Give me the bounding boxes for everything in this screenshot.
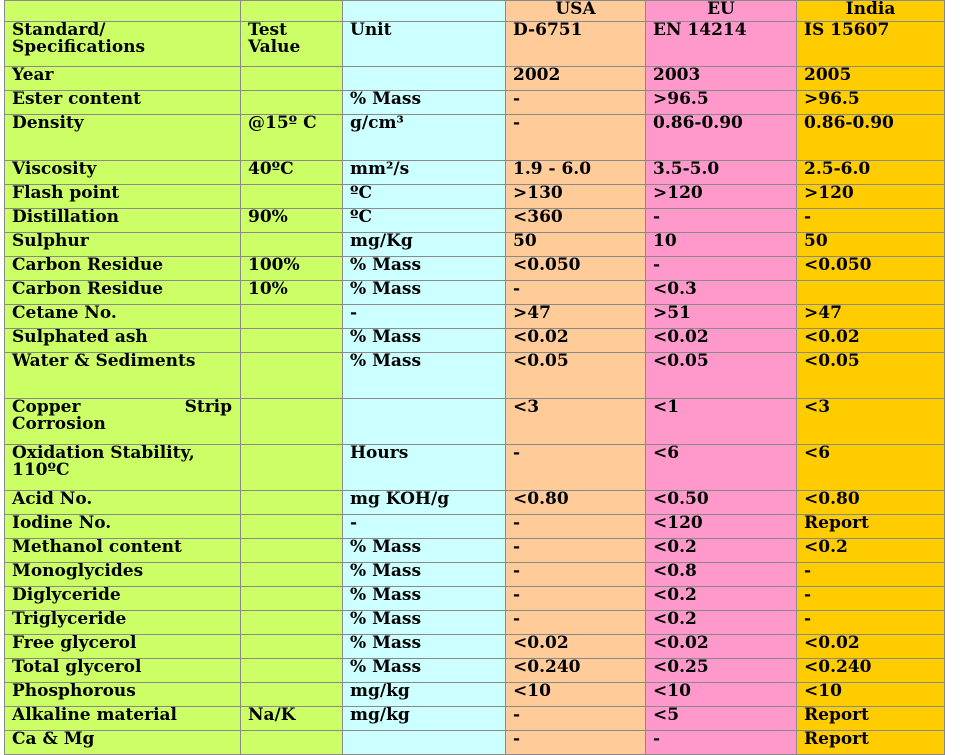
row-eu: 3.5-5.0 xyxy=(646,161,797,185)
row-unit: - xyxy=(343,515,506,539)
region-india: India xyxy=(797,1,945,22)
row-india: 0.86-0.90 xyxy=(797,115,945,161)
row-eu: <0.02 xyxy=(646,329,797,353)
row-eu: <0.25 xyxy=(646,659,797,683)
row-unit xyxy=(343,399,506,445)
header-spec: Standard/ Specifications xyxy=(5,22,241,67)
row-unit: % Mass xyxy=(343,281,506,305)
table-row xyxy=(5,329,945,353)
row-spec: Viscosity xyxy=(5,161,241,185)
row-usa: <0.02 xyxy=(506,329,646,353)
biodiesel-spec-table xyxy=(4,0,945,755)
row-spec: Oxidation Stability, 110ºC xyxy=(5,445,241,491)
row-india: 50 xyxy=(797,233,945,257)
row-test-value xyxy=(241,329,343,353)
row-usa: - xyxy=(506,281,646,305)
row-unit: mm²/s xyxy=(343,161,506,185)
header-std-india: IS 15607 xyxy=(797,22,945,67)
row-usa: - xyxy=(506,91,646,115)
row-india: Report xyxy=(797,707,945,731)
row-unit: % Mass xyxy=(343,659,506,683)
row-spec: Free glycerol xyxy=(5,635,241,659)
table-row xyxy=(5,91,945,115)
row-test-value xyxy=(241,611,343,635)
row-eu: >96.5 xyxy=(646,91,797,115)
row-test-value xyxy=(241,587,343,611)
row-usa: >47 xyxy=(506,305,646,329)
row-eu: - xyxy=(646,257,797,281)
row-eu: 10 xyxy=(646,233,797,257)
table-row xyxy=(5,67,945,91)
row-india: >120 xyxy=(797,185,945,209)
row-eu: <0.8 xyxy=(646,563,797,587)
row-india xyxy=(797,281,945,305)
row-eu: <120 xyxy=(646,515,797,539)
row-unit xyxy=(343,67,506,91)
row-usa: <360 xyxy=(506,209,646,233)
row-spec: Flash point xyxy=(5,185,241,209)
row-india: Report xyxy=(797,731,945,755)
row-india: Report xyxy=(797,515,945,539)
row-unit: % Mass xyxy=(343,329,506,353)
row-spec: Acid No. xyxy=(5,491,241,515)
row-eu: <0.2 xyxy=(646,587,797,611)
row-eu: <5 xyxy=(646,707,797,731)
row-usa: - xyxy=(506,515,646,539)
row-usa: <0.050 xyxy=(506,257,646,281)
row-india: <3 xyxy=(797,399,945,445)
row-eu: <1 xyxy=(646,399,797,445)
row-eu: <10 xyxy=(646,683,797,707)
row-unit: mg KOH/g xyxy=(343,491,506,515)
row-test-value xyxy=(241,445,343,491)
row-india: <6 xyxy=(797,445,945,491)
row-spec: Diglyceride xyxy=(5,587,241,611)
row-usa: - xyxy=(506,563,646,587)
row-usa: - xyxy=(506,707,646,731)
table-row xyxy=(5,233,945,257)
row-spec: Carbon Residue xyxy=(5,257,241,281)
row-spec: Year xyxy=(5,67,241,91)
row-eu: <0.2 xyxy=(646,539,797,563)
row-unit: % Mass xyxy=(343,563,506,587)
header-test-value: Test Value xyxy=(241,22,343,67)
row-test-value xyxy=(241,563,343,587)
table-row xyxy=(5,731,945,755)
row-unit: % Mass xyxy=(343,91,506,115)
row-usa: 1.9 - 6.0 xyxy=(506,161,646,185)
table-row xyxy=(5,305,945,329)
row-test-value: Na/K xyxy=(241,707,343,731)
row-usa: <3 xyxy=(506,399,646,445)
row-test-value xyxy=(241,731,343,755)
row-test-value: 100% xyxy=(241,257,343,281)
row-usa: - xyxy=(506,731,646,755)
row-test-value xyxy=(241,233,343,257)
row-usa: <0.80 xyxy=(506,491,646,515)
table-row xyxy=(5,353,945,399)
row-india: <0.240 xyxy=(797,659,945,683)
row-spec: Phosphorous xyxy=(5,683,241,707)
row-unit: % Mass xyxy=(343,257,506,281)
row-test-value xyxy=(241,539,343,563)
table-row xyxy=(5,445,945,491)
row-test-value: 40ºC xyxy=(241,161,343,185)
row-usa: <0.02 xyxy=(506,635,646,659)
row-test-value xyxy=(241,67,343,91)
row-eu: - xyxy=(646,731,797,755)
row-india: <10 xyxy=(797,683,945,707)
region-header-blank xyxy=(5,1,241,22)
table-row xyxy=(5,515,945,539)
row-eu: <6 xyxy=(646,445,797,491)
row-usa: >130 xyxy=(506,185,646,209)
row-unit: mg/kg xyxy=(343,683,506,707)
table-row xyxy=(5,707,945,731)
row-india: <0.02 xyxy=(797,635,945,659)
row-unit: - xyxy=(343,305,506,329)
row-test-value xyxy=(241,305,343,329)
table-row xyxy=(5,659,945,683)
row-usa: - xyxy=(506,445,646,491)
row-india: <0.05 xyxy=(797,353,945,399)
row-usa: - xyxy=(506,611,646,635)
row-spec: Sulphated ash xyxy=(5,329,241,353)
region-header-row xyxy=(5,1,945,22)
region-usa: USA xyxy=(506,1,646,22)
row-eu: <0.05 xyxy=(646,353,797,399)
row-usa: - xyxy=(506,115,646,161)
table-row xyxy=(5,587,945,611)
table-row xyxy=(5,257,945,281)
row-eu: <0.02 xyxy=(646,635,797,659)
row-india: - xyxy=(797,611,945,635)
row-india: - xyxy=(797,209,945,233)
row-spec: Water & Sediments xyxy=(5,353,241,399)
row-spec: Triglyceride xyxy=(5,611,241,635)
row-test-value xyxy=(241,635,343,659)
region-header-blank xyxy=(343,1,506,22)
row-test-value xyxy=(241,185,343,209)
row-unit: mg/kg xyxy=(343,707,506,731)
row-spec: Copper Strip Corrosion xyxy=(5,399,241,445)
row-eu: <0.2 xyxy=(646,611,797,635)
row-spec: Iodine No. xyxy=(5,515,241,539)
row-eu: 2003 xyxy=(646,67,797,91)
row-spec: Total glycerol xyxy=(5,659,241,683)
region-eu: EU xyxy=(646,1,797,22)
row-spec: Cetane No. xyxy=(5,305,241,329)
row-spec: Density xyxy=(5,115,241,161)
row-spec: Distillation xyxy=(5,209,241,233)
row-unit: ºC xyxy=(343,185,506,209)
row-spec: Methanol content xyxy=(5,539,241,563)
row-test-value xyxy=(241,353,343,399)
row-spec: Carbon Residue xyxy=(5,281,241,305)
row-unit: mg/Kg xyxy=(343,233,506,257)
row-usa: - xyxy=(506,539,646,563)
row-unit: % Mass xyxy=(343,353,506,399)
row-unit: ºC xyxy=(343,209,506,233)
table-row xyxy=(5,185,945,209)
table-row xyxy=(5,209,945,233)
row-india: - xyxy=(797,563,945,587)
header-std-usa: D-6751 xyxy=(506,22,646,67)
row-eu: <0.3 xyxy=(646,281,797,305)
row-test-value: @15º C xyxy=(241,115,343,161)
table-row xyxy=(5,683,945,707)
table-row xyxy=(5,611,945,635)
row-spec: Monoglycides xyxy=(5,563,241,587)
row-usa: 50 xyxy=(506,233,646,257)
row-spec: Ca & Mg xyxy=(5,731,241,755)
row-india: >96.5 xyxy=(797,91,945,115)
table-row xyxy=(5,635,945,659)
row-eu: >120 xyxy=(646,185,797,209)
row-india: <0.050 xyxy=(797,257,945,281)
row-test-value xyxy=(241,683,343,707)
row-test-value: 90% xyxy=(241,209,343,233)
region-header-blank xyxy=(241,1,343,22)
row-india: <0.80 xyxy=(797,491,945,515)
header-unit: Unit xyxy=(343,22,506,67)
row-spec: Ester content xyxy=(5,91,241,115)
row-india: <0.02 xyxy=(797,329,945,353)
row-eu: 0.86-0.90 xyxy=(646,115,797,161)
row-usa: <0.05 xyxy=(506,353,646,399)
row-spec: Sulphur xyxy=(5,233,241,257)
row-usa: 2002 xyxy=(506,67,646,91)
row-india: >47 xyxy=(797,305,945,329)
row-eu: - xyxy=(646,209,797,233)
row-eu: >51 xyxy=(646,305,797,329)
row-unit: Hours xyxy=(343,445,506,491)
row-unit: g/cm³ xyxy=(343,115,506,161)
row-spec: Alkaline material xyxy=(5,707,241,731)
table-row xyxy=(5,161,945,185)
row-test-value xyxy=(241,399,343,445)
row-india: <0.2 xyxy=(797,539,945,563)
row-india: 2005 xyxy=(797,67,945,91)
row-test-value: 10% xyxy=(241,281,343,305)
row-unit xyxy=(343,731,506,755)
table-row xyxy=(5,399,945,445)
row-usa: - xyxy=(506,587,646,611)
row-india: 2.5-6.0 xyxy=(797,161,945,185)
row-usa: <10 xyxy=(506,683,646,707)
row-usa: <0.240 xyxy=(506,659,646,683)
table-row xyxy=(5,281,945,305)
row-test-value xyxy=(241,491,343,515)
column-header-row xyxy=(5,22,945,67)
table-row xyxy=(5,563,945,587)
table-row xyxy=(5,491,945,515)
row-india: - xyxy=(797,587,945,611)
row-unit: % Mass xyxy=(343,635,506,659)
table-row xyxy=(5,115,945,161)
row-unit: % Mass xyxy=(343,587,506,611)
row-test-value xyxy=(241,659,343,683)
header-std-eu: EN 14214 xyxy=(646,22,797,67)
row-test-value xyxy=(241,91,343,115)
row-test-value xyxy=(241,515,343,539)
row-unit: % Mass xyxy=(343,539,506,563)
row-eu: <0.50 xyxy=(646,491,797,515)
row-unit: % Mass xyxy=(343,611,506,635)
table-row xyxy=(5,539,945,563)
